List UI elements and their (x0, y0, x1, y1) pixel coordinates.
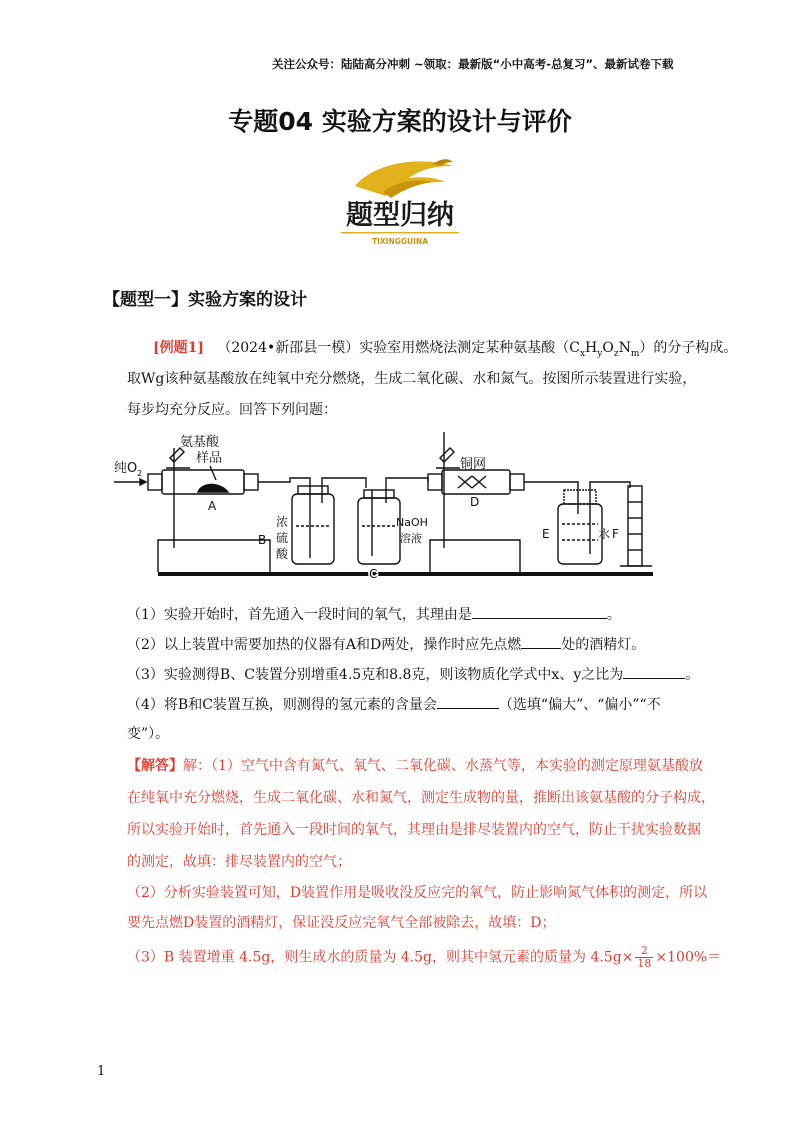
phoenix-logo-icon (355, 159, 453, 198)
label-sample-2: 样品 (196, 451, 223, 466)
header-note: 关注公众号：陆陆高分冲刺 ~领取：最新版“小中高考-总复习”、最新试卷下载 (272, 57, 674, 71)
label-d: D (470, 495, 480, 509)
label-e: E (542, 527, 550, 541)
question-2: （2）以上装置中需要加热的仪器有A和D两处，操作时应先点燃 处的酒精灯。 (127, 634, 645, 655)
label-o2: 纯O (114, 461, 138, 476)
logo-subtext: TIXINGGUINA (371, 237, 429, 246)
section-heading: 【题型一】实验方案的设计 (103, 290, 307, 310)
question-4-continued: 变”）。 (127, 726, 170, 742)
logo-text: 题型归纳 (346, 200, 454, 231)
fraction: $\frac{2}{18}$ (637, 944, 652, 970)
answer-line-5: （2）分析实验装置可知，D装置作用是吸收没反应完的氧气，防止影响氮气体积的测定，所以 (127, 885, 708, 901)
answer-blank-4[interactable] (437, 694, 499, 709)
answer-line-7: （3）B 装置增重 4.5g，则生成水的质量为 4.5g，则其中氢元素的质量为 4.5g× $\frac{2}{18}$ ×100%＝ (127, 944, 722, 970)
svg-text:硫: 硫 (276, 531, 289, 545)
label-f: F (612, 527, 619, 541)
label-a: A (208, 499, 217, 513)
example-line-2: 取Wg该种氨基酸放在纯氧中充分燃烧，生成二氧化碳、水和氮气。按图所示装置进行实验， (127, 371, 697, 387)
svg-text:酸: 酸 (276, 547, 289, 561)
label-solution: 溶液 (400, 532, 422, 545)
label-c: C (369, 567, 378, 581)
experiment-apparatus-diagram (110, 428, 670, 588)
answer-line-2: 在纯氧中充分燃烧，生成二氧化碳、水和氮气，测定生成物的量，推断出该氨基酸的分子构成， (127, 790, 715, 806)
answer-blank-1[interactable] (472, 604, 607, 619)
answer-blank-3[interactable] (623, 664, 685, 679)
page-number: 1 (97, 1064, 106, 1079)
answer-line-1: 【解答】解：（1）空气中含有氮气、氧气、二氧化碳、水蒸气等，本实验的测定原理氨基酸放 (127, 758, 703, 774)
example-line-1: [例题1] （2024•新邵县一模）实验室用燃烧法测定某种氨基酸$(C_xH_yO_zN_m)$的分子构成。 (153, 340, 738, 359)
answer-line-6: 要先点燃D装置的酒精灯，保证没反应完氧气全部被除去，故填：D； (127, 915, 556, 931)
question-1: （1）实验开始时，首先通入一段时间的氧气，其理由是 。 (127, 604, 621, 625)
label-sample-1: 氨基酸 (180, 435, 220, 450)
label-copper-mesh: 铜网 (460, 457, 487, 472)
answer-line-3: 所以实验开始时，首先通入一段时间的氧气，其理由是排尽装置内的空气，防止干扰实验数据 (127, 822, 701, 838)
example-line-3: 每步均充分反应。回答下列问题： (127, 402, 337, 418)
example-tag: [例题1] (153, 340, 204, 356)
question-3: （3）实验测得B、C装置分别增重4.5克和8.8克，则该物质化学式中x、y之比为 。 (127, 664, 699, 685)
label-water: 水 (598, 527, 611, 541)
document-title: 专题04 实验方案的设计与评价 (228, 107, 572, 136)
label-b: B (258, 533, 267, 547)
answer-tag: 【解答】 (127, 758, 183, 774)
answer-blank-2[interactable] (521, 634, 561, 649)
answer-line-4: 的测定，故填：排尽装置内的空气； (127, 854, 351, 870)
question-4: （4）将B和C装置互换，则测得的氢元素的含量会 （选填“偏大”、“偏小”“不 (127, 694, 661, 715)
svg-text:浓: 浓 (276, 515, 289, 529)
label-naoh: NaOH (396, 516, 428, 529)
logo (325, 152, 475, 252)
svg-text:2: 2 (137, 469, 143, 478)
